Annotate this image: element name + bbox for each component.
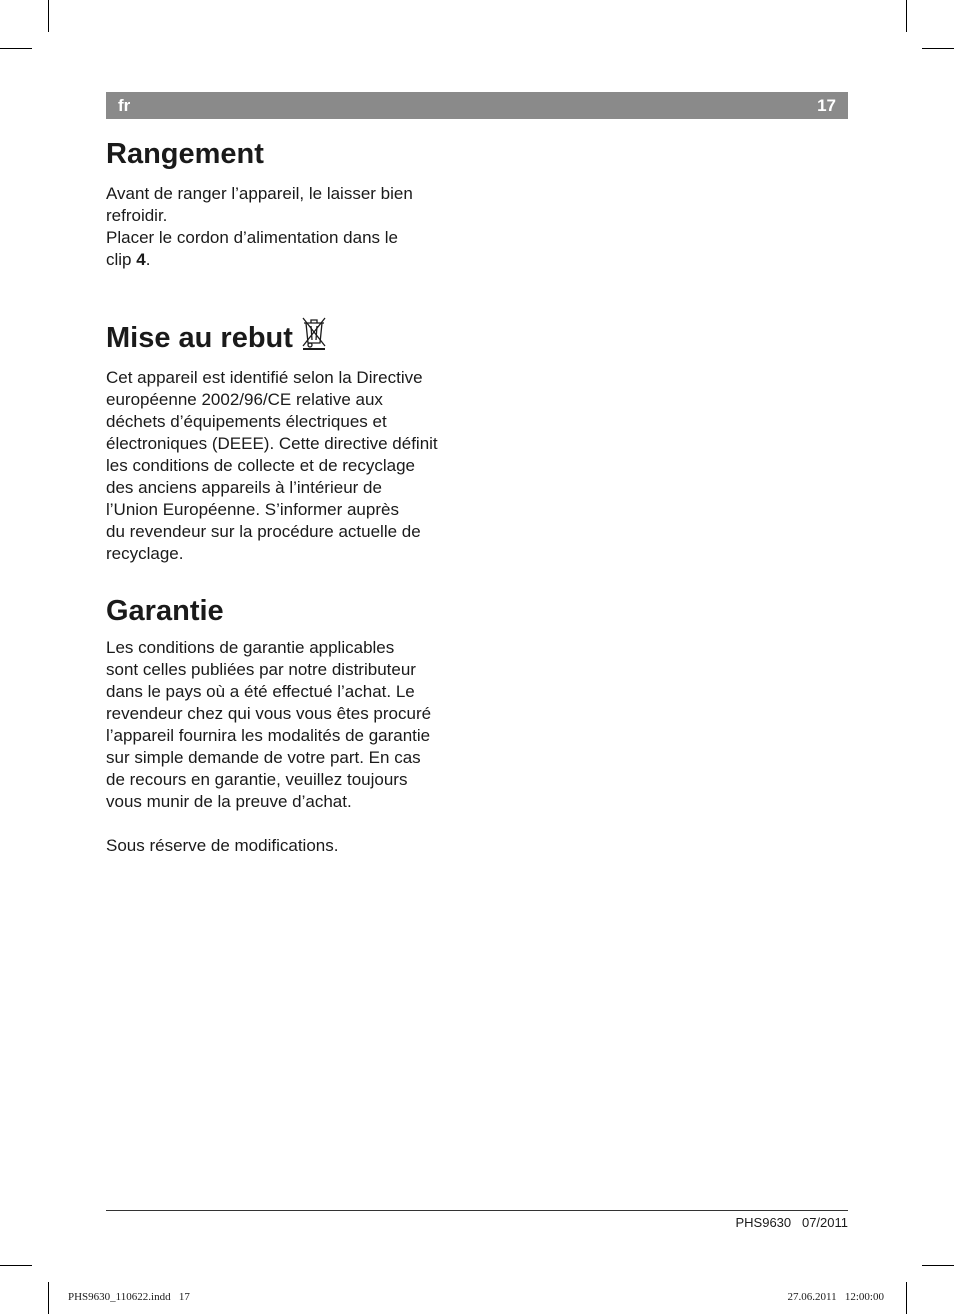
crop-mark <box>922 1265 954 1266</box>
paragraph-line: déchets d’équipements électriques et <box>106 412 387 431</box>
footer-model-date: PHS9630 07/2011 <box>735 1215 848 1230</box>
paragraph-line: refroidir. <box>106 206 168 225</box>
page-number: 17 <box>817 95 836 115</box>
paragraph-line: européenne 2002/96/CE relative aux <box>106 390 383 409</box>
crop-mark <box>922 48 954 49</box>
section-body <box>106 183 478 271</box>
part-reference: 4 <box>136 250 146 269</box>
paragraph-line: Avant de ranger l’appareil, le laisser bien <box>106 184 413 203</box>
paragraph-line: l’Union Européenne. S’informer auprès <box>106 500 399 519</box>
section-garantie <box>106 591 478 857</box>
paragraph-line: de recours en garantie, veuillez toujours <box>106 770 408 789</box>
crop-mark <box>906 0 907 32</box>
paragraph-line: revendeur chez qui vous vous êtes procuré <box>106 704 432 723</box>
paragraph-line: Placer le cordon d’alimentation dans le <box>106 228 399 247</box>
paragraph-line: du revendeur sur la procédure actuelle de <box>106 522 421 541</box>
slug-datetime: 27.06.2011 12:00:00 <box>787 1291 884 1303</box>
paragraph-line: des anciens appareils à l’intérieur de <box>106 478 382 497</box>
section-title: Rangement <box>106 138 264 170</box>
paragraph-line: l’appareil fournira les modalités de garantie <box>106 726 431 745</box>
main-content <box>106 134 478 857</box>
crossed-out-wheelie-bin-icon <box>301 314 327 361</box>
crop-mark <box>0 1265 32 1266</box>
paragraph-line: électroniques (DEEE). Cette directive définit <box>106 434 438 453</box>
crop-mark <box>906 1282 907 1314</box>
disclaimer-note: Sous réserve de modifications. <box>106 836 339 855</box>
crop-mark <box>48 0 49 32</box>
page-header-bar <box>106 92 848 119</box>
paragraph-line: sur simple demande de votre part. En cas <box>106 748 421 767</box>
paragraph-line: les conditions de collecte et de recyclage <box>106 456 416 475</box>
paragraph-line: dans le pays où a été effectué l’achat. Le <box>106 682 415 701</box>
paragraph-line: Cet appareil est identifié selon la Directive <box>106 368 423 387</box>
paragraph-line: recyclage. <box>106 544 184 563</box>
section-body <box>106 637 478 813</box>
section-rebut <box>106 314 478 565</box>
section-title: Mise au rebut <box>106 321 293 354</box>
section-title: Garantie <box>106 595 224 627</box>
text-span: clip <box>106 250 137 269</box>
section-title-row <box>106 314 478 361</box>
section-rangement <box>106 134 478 271</box>
section-body <box>106 367 478 565</box>
paragraph-line: vous munir de la preuve d’achat. <box>106 792 352 811</box>
paragraph-line <box>106 249 478 271</box>
paragraph-line: sont celles publiées par notre distributeur <box>106 660 416 679</box>
crop-mark <box>48 1282 49 1314</box>
language-code: fr <box>118 95 131 115</box>
text-span: . <box>145 250 151 269</box>
footer-rule <box>106 1210 848 1211</box>
slug-file-name: PHS9630_110622.indd 17 <box>68 1291 190 1303</box>
crop-mark <box>0 48 32 49</box>
paragraph-line: Les conditions de garantie applicables <box>106 638 395 657</box>
